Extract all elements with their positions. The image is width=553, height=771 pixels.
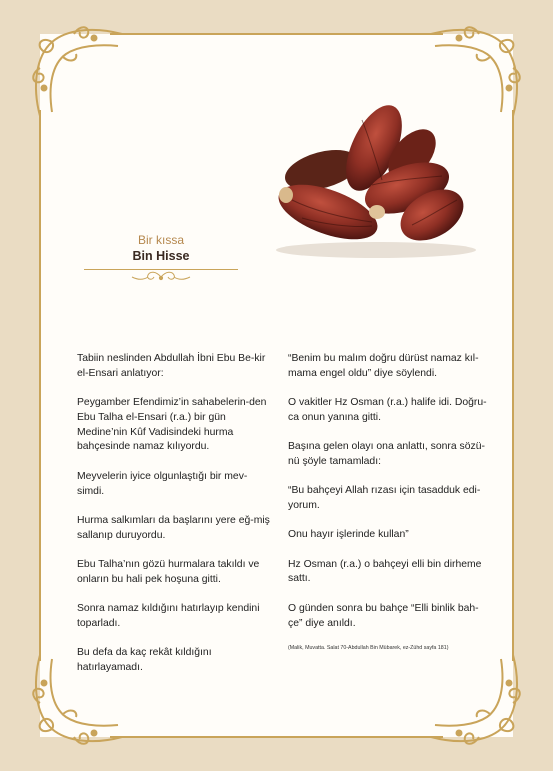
frame-bottom-line xyxy=(110,736,443,738)
story-title: Bin Hisse xyxy=(132,249,190,263)
paragraph: O vakitler Hz Osman (r.a.) halife idi. Doğru-ca onun yanına gitti. xyxy=(288,397,487,423)
paragraph: O günden sonra bu bahçe “Elli binlik bah-çe” diye anıldı. xyxy=(288,602,479,629)
paragraph: Hurma salkımları da başlarını yere eğ-miş sallanıp duruyordu. xyxy=(77,514,270,541)
source-citation: (Malik, Muvatta. Salat 70-Abdullah Bin Mübarek, ez-Zühd sayfa 181) xyxy=(288,644,449,651)
paragraph: Meyvelerin iyice olgunlaştığı bir mev-simdi. xyxy=(77,470,248,497)
right-text-column xyxy=(288,352,488,666)
story-subtitle: Bir kıssa xyxy=(137,233,184,247)
paragraph: Başına gelen olayı ona anlattı, sonra sözü-nü şöyle tamamladı: xyxy=(288,441,485,467)
story-heading xyxy=(84,232,238,283)
frame-right-line xyxy=(512,110,514,661)
heading-divider xyxy=(84,269,238,270)
paragraph: “Bu bahçeyi Allah rızası için tasadduk edi-yorum. xyxy=(288,485,481,512)
frame-left-line xyxy=(39,110,41,661)
heading-flourish-icon xyxy=(126,271,196,283)
paragraph: Peygamber Efendimiz’in sahabelerin-den Ebu Talha el-Ensari (r.a.) bir gün Medine’nin Kûf Vadisindeki hurma bahçesinde namaz kılıyordu. xyxy=(77,397,267,453)
paragraph: Ebu Talha’nın gözü hurmalara takıldı ve onların bu hali pek hoşuna gitti. xyxy=(77,558,260,585)
paragraph: Tabiin neslinden Abdullah İbni Ebu Be-kir el-Ensari anlatıyor: xyxy=(77,353,266,379)
left-text-column xyxy=(77,352,273,690)
paragraph: Bu defa da kaç rekât kıldığını hatırlayamadı. xyxy=(77,647,212,673)
paragraph: Onu hayır işlerinde kullan” xyxy=(288,529,409,541)
corner-ornament-top-left-icon xyxy=(22,16,132,126)
paragraph: Sonra namaz kıldığını hatırlayıp kendini toparladı. xyxy=(77,603,260,629)
dates-fruit-image xyxy=(262,100,490,260)
frame-top-line xyxy=(110,33,443,35)
paragraph: “Benim bu malım doğru dürüst namaz kıl-mama engel oldu” diye söylendi. xyxy=(288,353,479,379)
paragraph: Hz Osman (r.a.) o bahçeyi elli bin dirheme sattı. xyxy=(288,558,482,585)
